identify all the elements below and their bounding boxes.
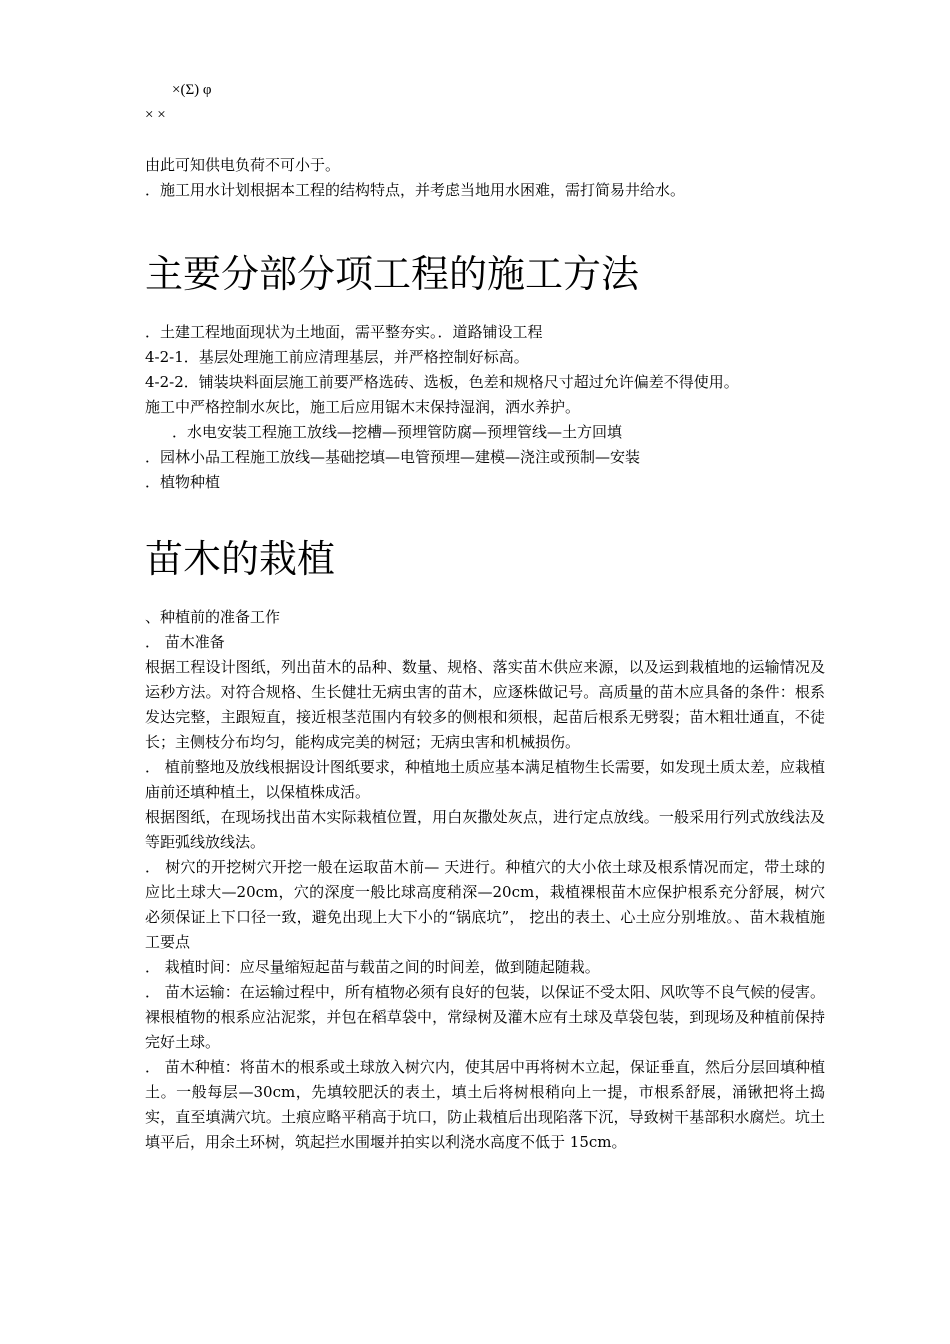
section-heading-seedling-planting: 苗木的栽植 (145, 537, 336, 581)
water-plan-note: ．施工用水计划根据本工程的结构特点，并考虑当地用水困难，需打简易井给水。 (145, 181, 686, 199)
construction-line-base: 4-2-1．基层处理施工前应清理基层，并严格控制好标高。 (145, 348, 529, 366)
spacer (145, 203, 825, 250)
spacer (145, 128, 825, 153)
planting-time-paragraph: ． 栽植时间：应尽量缩短起苗与载苗之间的时间差，做到随起随栽。 (145, 958, 600, 976)
formula-line-1: ×(Σ) φ (172, 82, 212, 98)
power-load-note: 由此可知供电负荷不可小于。 (145, 156, 341, 174)
formula-line-2: × × (145, 107, 166, 123)
layout-paragraph: 根据图纸，在现场找出苗木实际栽植位置，用白灰撒处灰点，进行定点放线。一般采用行列式放线法及等距弧线放线法。 (145, 808, 825, 851)
spacer (145, 583, 825, 605)
planting-paragraph: ． 苗木种植：将苗木的根系或土球放入树穴内，使其居中再将树木立起，保证垂直，然后分层回填种植土。一般每层—30cm，先填较肥沃的表土，填土后将树根稍向上一提，市根系舒展，涌锹把将土捣实，直至填满穴坑。土痕应略平稍高于坑口，防止栽植后出现陷落下沉，导致树干基部积水腐烂。坑土填平后，用余土环树，筑起拦水围堰并拍实以利浇水高度不低于 15cm。 (145, 1058, 825, 1151)
transport-paragraph: ． 苗木运输：在运输过程中，所有植物必须有良好的包装，以保证不受太阳、风吹等不良气候的侵害。裸根植物的根系应沾泥浆，并包在稻草袋中，常绿树及灌木应有土球及草袋包装，到现场及种植前保持完好土球。 (145, 983, 825, 1051)
construction-line-landscape: ．园林小品工程施工放线—基础挖填—电管预埋—建模—浇注或预制—安装 (145, 448, 641, 466)
spacer (145, 495, 825, 535)
construction-line-earthwork: ．土建工程地面现状为土地面，需平整夯实。．道路铺设工程 (145, 323, 543, 341)
section-heading-construction-methods: 主要分部分项工程的施工方法 (145, 252, 640, 296)
construction-line-planting: ．植物种植 (145, 473, 221, 491)
spacer (145, 298, 825, 320)
site-prep-paragraph: ． 植前整地及放线根据设计图纸要求，种植地土质应基本满足植物生长需要，如发现土质太差，应栽植庙前还填种植土，以保植株成活。 (145, 758, 825, 801)
construction-line-utilities: ．水电安装工程施工放线—挖槽—预埋管防腐—预埋管线—土方回填 (172, 423, 623, 441)
seedling-prep-paragraph: 根据工程设计图纸，列出苗木的品种、数量、规格、落实苗木供应来源，以及运到栽植地的运输情况及运秒方法。对符合规格、生长健壮无病虫害的苗木，应逐株做记号。高质量的苗木应具备的条件：根系发达完整，主跟短直，接近根茎范围内有较多的侧根和须根，起苗后根系无劈裂；苗木粗壮通直，不徒长；主侧枝分布均匀，能构成完美的树冠；无病虫害和机械损伤。 (145, 658, 825, 751)
construction-line-paving: 4-2-2．铺装块料面层施工前要严格选砖、选板，色差和规格尺寸超过允许偏差不得使用。 (145, 373, 739, 391)
prep-work-title: 、种植前的准备工作 (145, 608, 281, 626)
document-page (145, 78, 825, 1155)
seedling-prep-title: ． 苗木准备 (145, 633, 225, 651)
pit-paragraph: ． 树穴的开挖树穴开挖一般在运取苗木前— 天进行。种植穴的大小依土球及根系情况而定，带土球的应比土球大—20cm，穴的深度一般比球高度稍深—20cm，栽植裸根苗木应保护根系充分舒展，树穴必须保证上下口径一致，避免出现上大下小的“锅底坑”， 挖出的表土、心土应分别堆放。、苗木栽植施工要点 (145, 858, 825, 951)
construction-line-curing: 施工中严格控制水灰比，施工后应用锯木末保持湿润，洒水养护。 (145, 398, 581, 416)
